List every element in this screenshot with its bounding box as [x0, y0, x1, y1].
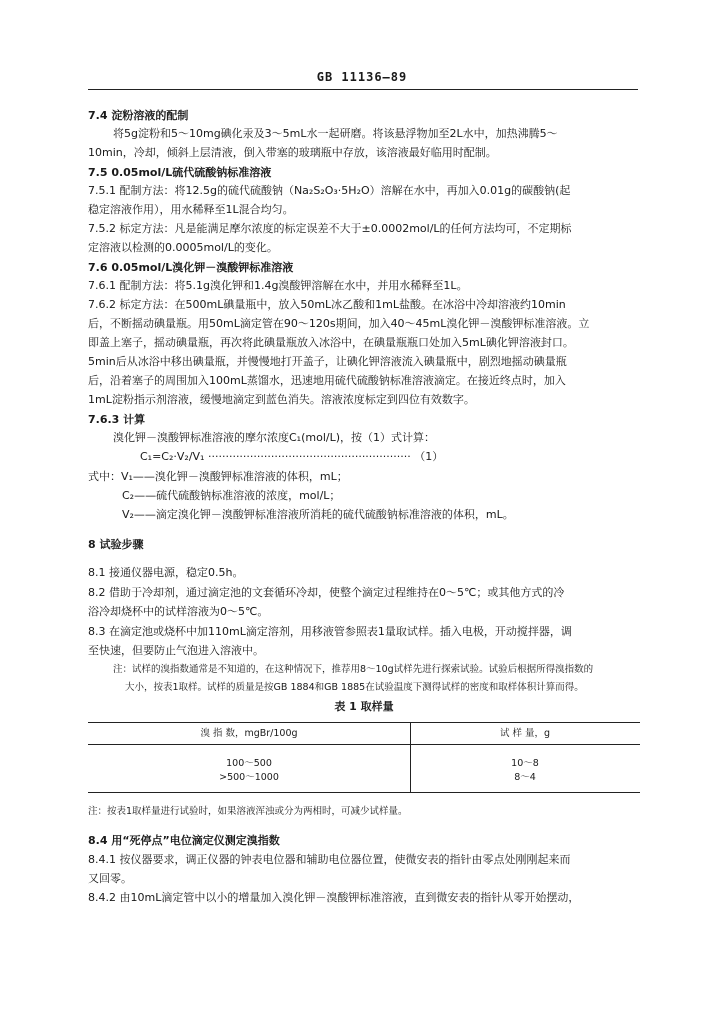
paragraph-line: 7.5.2 标定方法：凡是能满足摩尔浓度的标定误差不大于±0.0002mol/L的任何方法均可，不定期标 — [88, 222, 572, 235]
section-7-5-title: 7.5 0.05mol/L硫代硫酸钠标准溶液 — [88, 166, 272, 179]
note-line: 注：试样的溴指数通常是不知道的，在这种情况下，推荐用8～10g试样先进行探索试验。试验后根据所得溴指数的 — [113, 664, 594, 675]
paragraph-line: 稳定溶液作用），用水稀释至1L混合均匀。 — [88, 203, 294, 216]
paragraph-line: 8.1 接通仪器电源，稳定0.5h。 — [88, 566, 244, 579]
paragraph-line: 将5g淀粉和5～10mg碘化汞及3～5mL水一起研磨。将该悬浮物加至2L水中，加热沸腾5～ — [113, 127, 558, 140]
table-header-bromine-index: 溴 指 数，mgBr/100g — [200, 728, 298, 739]
table-bottom-rule — [88, 792, 640, 793]
section-8-4-title: 8.4 用“死停点”电位滴定仪测定溴指数 — [88, 834, 280, 847]
paragraph-line: 8.4.2 由10mL滴定管中以小的增量加入溴化钾－溴酸钾标准溶液，直到微安表的指针从零开始摆动， — [88, 891, 580, 904]
table-header-rule — [88, 744, 640, 745]
note-line: 大小，按表1取样。试样的质量是按GB 1884和GB 1885在试验温度下测得试样的密度和取样体积计算而得。 — [125, 682, 584, 693]
paragraph-line: 8.2 借助于冷却剂，通过滴定池的文套循环冷却，使整个滴定过程维持在0～5℃；或其他方式的冷 — [88, 586, 565, 599]
paragraph-line: 浴冷却烧杯中的试样溶液为0～5℃。 — [88, 605, 269, 618]
formula-legend-line: 式中：V₁——溴化钾－溴酸钾标准溶液的体积，mL； — [88, 470, 348, 483]
table-cell: >500～1000 — [219, 772, 279, 783]
table-note: 注：按表1取样量进行试验时，如果溶液浑浊或分为两相时，可减少试样量。 — [88, 806, 408, 817]
page-header: GB 11136—89 — [316, 70, 408, 84]
paragraph-line: 8.3 在滴定池或烧杯中加110mL滴定溶剂，用移液管参照表1量取试样。插入电极，开动搅拌器，调 — [88, 625, 572, 638]
section-7-6-3-title: 7.6.3 计算 — [88, 413, 146, 426]
paragraph-line: 至快速，但要防止气泡进入溶液中。 — [88, 644, 264, 657]
table-header-sample-mass: 试 样 量，g — [499, 728, 551, 739]
formula-1: C₁=C₂·V₂/V₁ ·························································· （1） — [140, 450, 444, 463]
paragraph-line: 5min后从冰浴中移出碘量瓶，并慢慢地打开盖子，让碘化钾溶液流入碘量瓶中，剧烈地摇动碘量瓶 — [88, 355, 567, 368]
paragraph-line: 定溶液以检测的0.0005mol/L的变化。 — [88, 241, 278, 254]
table-cell: 8～4 — [514, 772, 536, 783]
section-8-title: 8 试验步骤 — [88, 538, 144, 551]
paragraph-line: 溴化钾－溴酸钾标准溶液的摩尔浓度C₁(mol/L)，按（1）式计算： — [113, 431, 436, 444]
section-7-4-title: 7.4 淀粉溶液的配制 — [88, 109, 189, 122]
paragraph-line: 即盖上塞子，摇动碘量瓶，再次将此碘量瓶放入冰浴中，在碘量瓶瓶口处加入5mL碘化钾溶液封口。 — [88, 336, 574, 349]
paragraph-line: 后，不断摇动碘量瓶。用50mL滴定管在90～120s期间，加入40～45mL溴化钾－溴酸钾标准溶液。立 — [88, 317, 590, 330]
table-top-rule — [88, 722, 640, 723]
header-rule — [88, 89, 638, 90]
formula-legend-line: C₂——硫代硫酸钠标准溶液的浓度，mol/L； — [122, 489, 341, 502]
paragraph-line: 7.6.2 标定方法：在500mL碘量瓶中，放入50mL冰乙酸和1mL盐酸。在冰浴中冷却溶液约10min — [88, 298, 566, 311]
table-caption: 表 1 取样量 — [334, 700, 394, 713]
paragraph-line: 7.5.1 配制方法：将12.5g的硫代硫酸钠（Na₂S₂O₃·5H₂O）溶解在水中，再加入0.01g的碳酸钠(起 — [88, 184, 571, 197]
paragraph-line: 1mL淀粉指示剂溶液，缓慢地滴定到蓝色消失。溶液浓度标定到四位有效数字。 — [88, 393, 475, 406]
paragraph-line: 7.6.1 配制方法：将5.1g溴化钾和1.4g溴酸钾溶解在水中，并用水稀释至1L。 — [88, 279, 468, 292]
section-7-6-title: 7.6 0.05mol/L溴化钾－溴酸钾标准溶液 — [88, 261, 294, 274]
table-cell: 10～8 — [511, 758, 539, 769]
paragraph-line: 8.4.1 按仪器要求，调正仪器的钟表电位器和辅助电位器位置，使微安表的指针由零点处刚刚起来而 — [88, 853, 571, 866]
table-cell: 100～500 — [226, 758, 272, 769]
paragraph-line: 后，沿着塞子的周围加入100mL蒸馏水，迅速地用硫代硫酸钠标准溶液滴定。在接近终点时，加入 — [88, 374, 566, 387]
paragraph-line: 10min，冷却，倾斜上层清液，倒入带塞的玻璃瓶中存放，该溶液最好临用时配制。 — [88, 146, 497, 159]
paragraph-line: 又回零。 — [88, 872, 132, 885]
formula-legend-line: V₂——滴定溴化钾－溴酸钾标准溶液所消耗的硫代硫酸钠标准溶液的体积，mL。 — [122, 508, 514, 521]
